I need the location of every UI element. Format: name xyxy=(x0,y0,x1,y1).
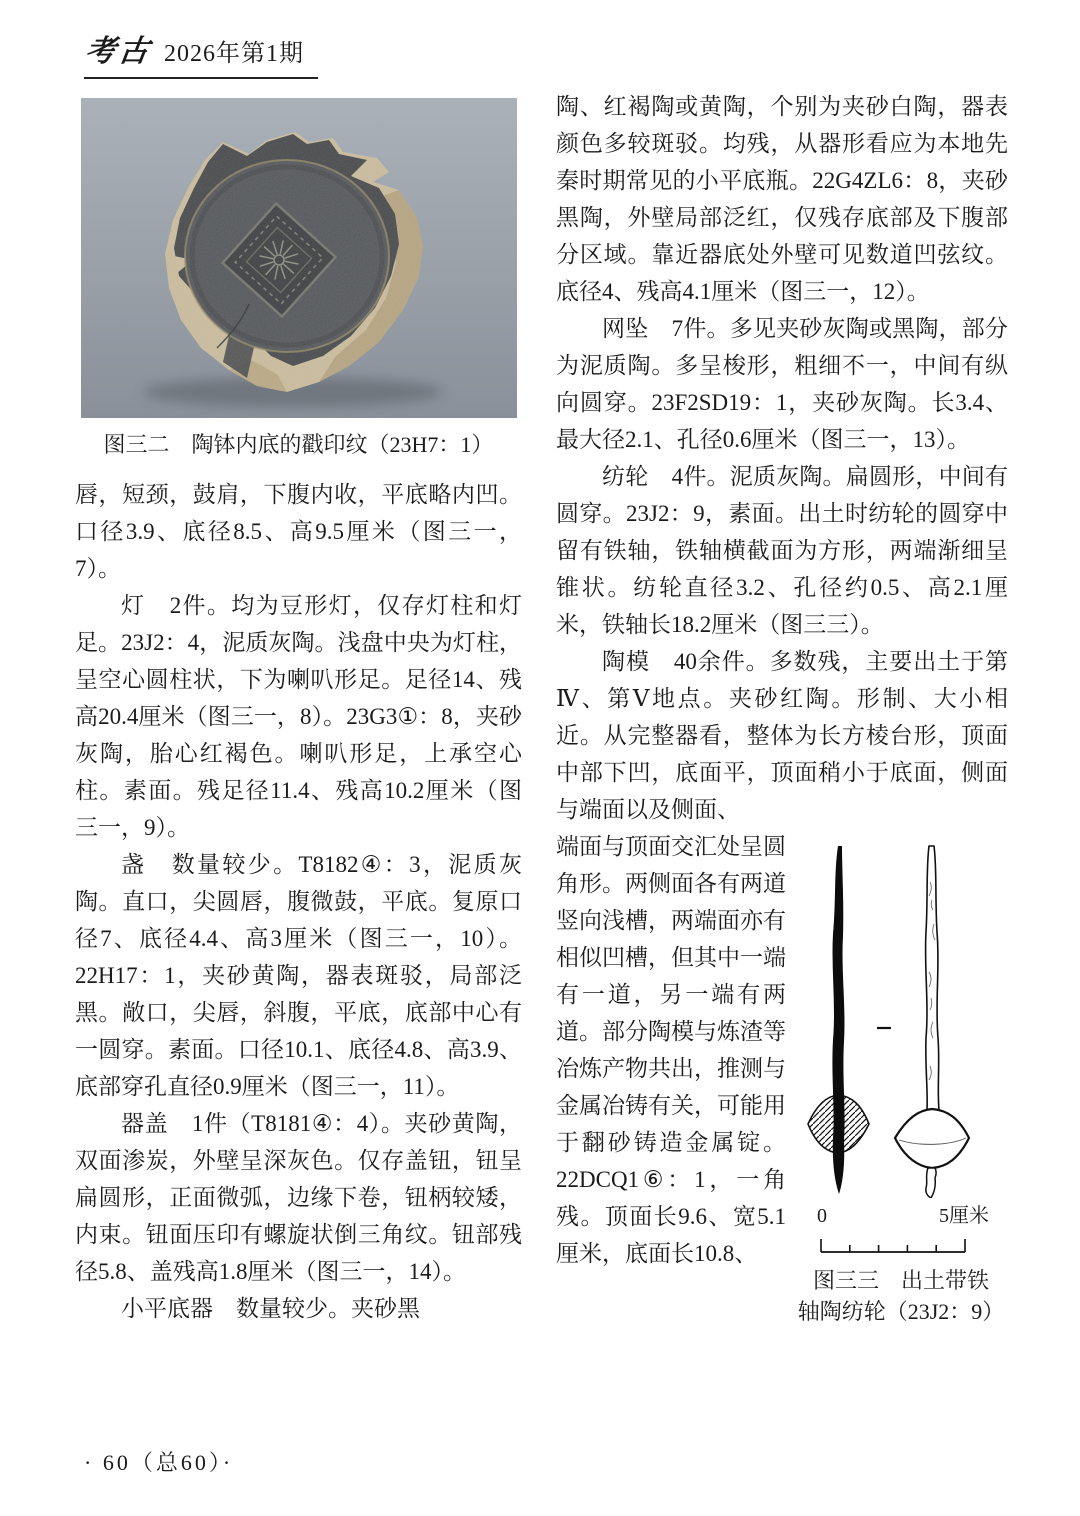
paragraph-zhan: 盏 数量较少。T8182④：3，泥质灰陶。直口，尖圆唇，腹微鼓，平底。复原口径7、底径4.4、高3厘米（图三一，10）。22H17：1，夹砂黄陶，器表斑驳，局部泛黑。敞口，尖唇，斜腹，平底，底部中心有一圆穿。素面。口径10.1、底径4.8、高3.9、底部穿孔直径0.9厘米（图三一，11）。 xyxy=(75,852,522,1099)
figure33-caption-line1: 图三三 出土带铁 xyxy=(812,1268,989,1293)
left-column xyxy=(75,88,522,1327)
paragraph-lid: 器盖 1件（T8181④：4）。夹砂黄陶，双面渗炭，外壁呈深灰色。仅存盖钮，钮呈扁圆形，正面微弧，边缘下卷，钮柄较矮，内束。钮面压印有螺旋状倒三角纹。钮部残径5.8、盖残高1.8厘米（图三一，14）。 xyxy=(75,1111,522,1284)
mold-text-with-figure xyxy=(556,828,1008,1327)
right-column xyxy=(556,88,1008,1327)
issue-label: 2026年第1期 xyxy=(164,41,304,67)
scale-bar xyxy=(813,1204,989,1265)
paragraph-flat-bottom: 小平底器 数量较少。夹砂黑 xyxy=(121,1296,420,1321)
spindle-elevation-view xyxy=(895,846,969,1198)
page-number: · 60（总60）· xyxy=(84,1450,234,1475)
figure32-photo xyxy=(81,98,517,418)
paragraph-spindle-whorl: 纺轮 4件。泥质灰陶。扁圆形，中间有圆穿。23J2：9，素面。出土时纺轮的圆穿中留有铁轴，铁轴横截面为方形，两端渐细呈锥状。纺轮直径3.2、孔径约0.5、高2.1厘米，铁轴长18.2厘米（图三三）。 xyxy=(556,464,1008,637)
journal-header xyxy=(84,24,318,79)
scale-zero-label: 0 xyxy=(817,1205,827,1227)
shaft-lower-tip xyxy=(926,1168,936,1198)
iron-shaft-section xyxy=(832,846,844,1194)
scale-bar-ruler xyxy=(813,1236,989,1254)
whorl-outline xyxy=(895,1109,969,1168)
paragraph-pottery-mold-b: 端面与顶面交汇处呈圆角形。两侧面各有两道竖向浅槽，两端面亦有相似凹槽，但其中一端有一道，另一端有两道。部分陶模与炼渣等冶炼产物共出，推测与金属冶铸有关，可能用于翻砂铸造金属锭。22DCQ1⑥：1，一角残。顶面长9.6、宽5.1厘米，底面长10.8、 xyxy=(556,834,786,1266)
figure33 xyxy=(794,838,1008,1327)
figure33-drawing xyxy=(801,842,1001,1198)
paragraph-continuation: 唇，短颈，鼓肩，下腹内收，平底略内凹。口径3.9、底径8.5、高9.5厘米（图三一，7）。 xyxy=(75,482,522,581)
paragraph-net-weight: 网坠 7件。多见夹砂灰陶或黑陶，部分为泥质陶。多呈梭形，粗细不一，中间有纵向圆穿。23F2SD19：1，夹砂灰陶。长3.4、最大径2.1、孔径0.6厘米（图三一，13）。 xyxy=(556,316,1008,452)
paragraph-pottery-mold-a: 陶模 40余件。多数残，主要出土于第Ⅳ、第Ⅴ地点。夹砂红陶。形制、大小相近。从完整器看，整体为长方棱台形，顶面中部下凹，底面平，顶面稍小于底面，侧面与端面以及侧面、 xyxy=(556,649,1008,822)
journal-logo: 考古 xyxy=(83,35,154,68)
figure33-caption-line2: 轴陶纺轮（23J2：9） xyxy=(797,1299,1005,1324)
figure32-caption: 图三二 陶钵内底的戳印纹（23H7：1） xyxy=(103,432,494,457)
scale-length-label: 5厘米 xyxy=(939,1205,989,1227)
iron-shaft-outline xyxy=(926,846,939,1110)
paragraph-continuation: 陶、红褐陶或黄陶，个别为夹砂白陶，器表颜色多较斑驳。均残，从器形看应为本地先秦时期常见的小平底瓶。22G4ZL6：8，夹砂黑陶，外壁局部泛红，仅残存底部及下腹部分区域。靠近器底处外壁可见数道凹弦纹。底径4、残高4.1厘米（图三一，12）。 xyxy=(556,94,1008,304)
paragraph-lamp: 灯 2件。均为豆形灯，仅存灯柱和灯足。23J2：4，泥质灰陶。浅盘中央为灯柱，呈空心圆柱状，下为喇叭形足。足径14、残高20.4厘米（图三一，8）。23G3①：8，夹砂灰陶，胎心红褐色。喇叭形足，上承空心柱。素面。残足径11.4、残高10.2厘米（图三一，9）。 xyxy=(75,593,522,840)
spindle-section-view xyxy=(808,846,869,1194)
